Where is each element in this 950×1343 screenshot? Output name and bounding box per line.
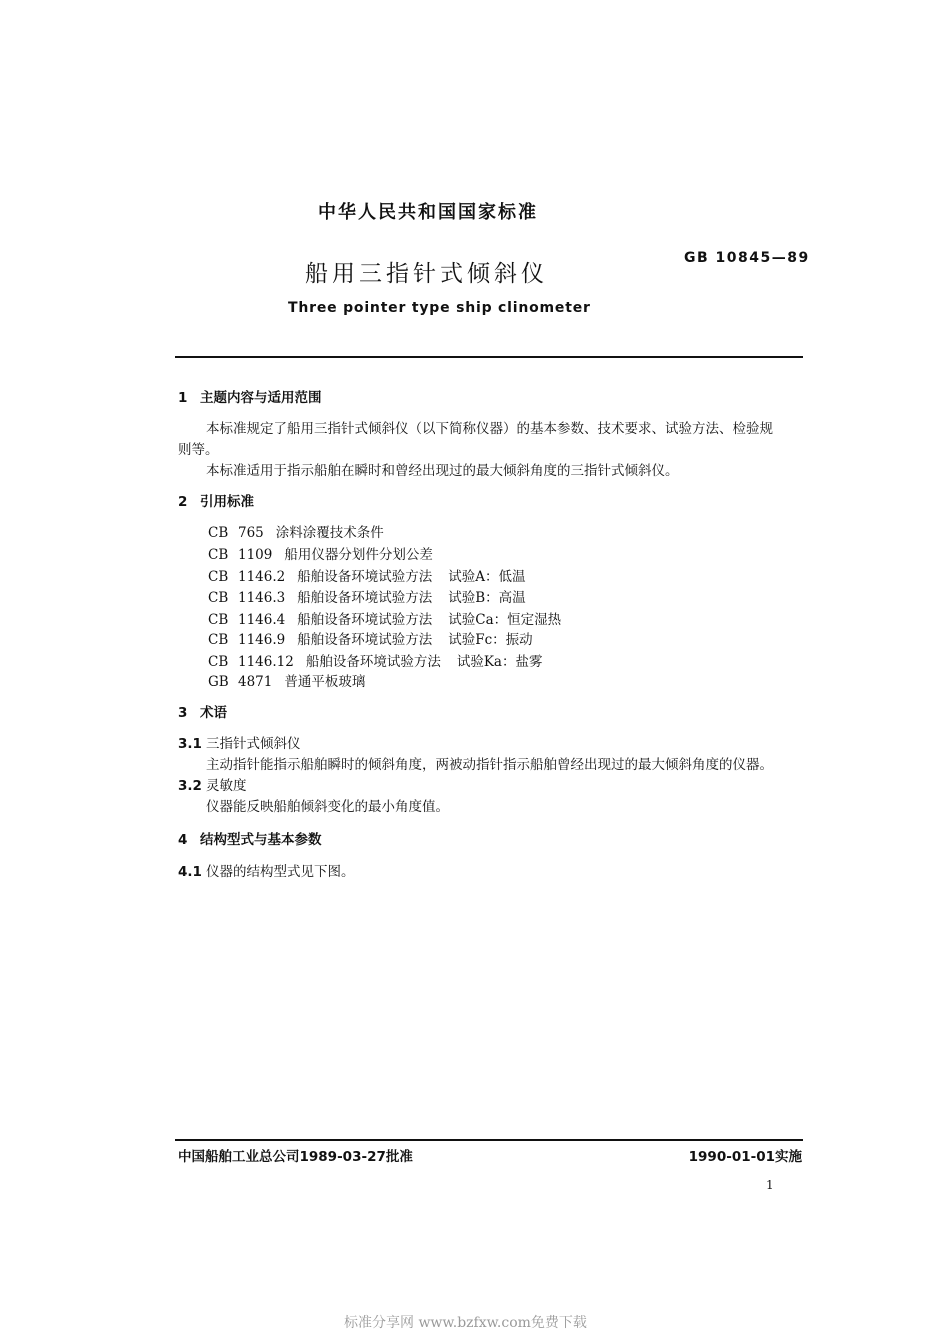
ref-title: 涂料涂覆技术条件 (275, 525, 384, 541)
page-number: 1 (766, 1178, 774, 1192)
ref-prefix: CB (208, 547, 229, 563)
section-number: 2 (178, 494, 188, 510)
ref-prefix: CB (208, 525, 229, 541)
section-title: 引用标准 (200, 494, 254, 510)
section-number: 4 (178, 832, 188, 848)
ref-title: 船用仪器分划件分划公差 (284, 547, 433, 563)
ref-test: 试验Fc：振动 (448, 632, 533, 648)
clause-text: 仪器的结构型式见下图。 (206, 864, 355, 880)
standard-title-en: Three pointer type ship clinometer (288, 300, 591, 316)
ref-title: 船舶设备环境试验方法 (305, 654, 441, 670)
ref-title: 普通平板玻璃 (284, 674, 366, 690)
ref-prefix: CB (208, 590, 229, 606)
ref-title: 船舶设备环境试验方法 (297, 612, 433, 628)
ref-code: 1146.9 (238, 632, 286, 648)
ref-prefix: CB (208, 569, 229, 585)
ref-code: 1146.12 (238, 654, 294, 670)
section-3-heading (178, 701, 227, 721)
term-3-1-definition: 主动指针能指示船舶瞬时的倾斜角度，两被动指针指示船舶曾经出现过的最大倾斜角度的仪器。 (206, 757, 773, 773)
standard-title-cn: 船用三指针式倾斜仪 (305, 261, 548, 287)
reference-item (208, 543, 433, 563)
ref-prefix: CB (208, 632, 229, 648)
approval-line: 中国船舶工业总公司1989-03-27批准 (178, 1149, 413, 1165)
ref-code: 765 (238, 525, 264, 541)
download-watermark: 标准分享网 www.bzfxw.com免费下载 (344, 1315, 587, 1331)
ref-prefix: GB (208, 674, 229, 690)
header-divider (175, 356, 803, 358)
section-1-heading (178, 386, 322, 406)
effective-date: 1990-01-01实施 (688, 1149, 802, 1165)
section-4-heading (178, 828, 322, 848)
reference-item (208, 521, 384, 541)
section-1-para1-line1: 本标准规定了船用三指针式倾斜仪（以下简称仪器）的基本参数、技术要求、试验方法、检验规 (206, 421, 773, 437)
section-2-heading (178, 490, 254, 510)
ref-title: 船舶设备环境试验方法 (297, 569, 433, 585)
ref-code: 1109 (238, 547, 273, 563)
ref-test: 试验A：低温 (448, 569, 526, 585)
section-number: 1 (178, 390, 188, 406)
ref-code: 1146.3 (238, 590, 286, 606)
issuing-authority: 中华人民共和国国家标准 (318, 202, 538, 223)
clause-number: 4.1 (178, 864, 202, 880)
ref-code: 1146.4 (238, 612, 286, 628)
footer-divider (175, 1139, 803, 1141)
ref-code: 1146.2 (238, 569, 286, 585)
ref-test: 试验Ca：恒定湿热 (448, 612, 562, 628)
reference-item (208, 608, 561, 628)
ref-test: 试验Ka：盐雾 (456, 654, 543, 670)
term-3-1 (178, 732, 301, 752)
ref-test: 试验B：高温 (448, 590, 526, 606)
clause-number: 3.1 (178, 736, 202, 752)
term-3-2-definition: 仪器能反映船舶倾斜变化的最小角度值。 (206, 799, 449, 815)
clause-4-1 (178, 860, 355, 880)
reference-item (208, 586, 526, 606)
ref-prefix: CB (208, 612, 229, 628)
ref-title: 船舶设备环境试验方法 (297, 590, 433, 606)
section-1-para1-line2: 则等。 (178, 442, 219, 458)
term-name: 三指针式倾斜仪 (206, 736, 301, 752)
reference-item (208, 628, 533, 648)
section-title: 结构型式与基本参数 (200, 832, 322, 848)
section-1-para2: 本标准适用于指示船舶在瞬时和曾经出现过的最大倾斜角度的三指针式倾斜仪。 (206, 463, 679, 479)
section-title: 主题内容与适用范围 (200, 390, 322, 406)
ref-prefix: CB (208, 654, 229, 670)
standard-code: GB 10845—89 (684, 250, 810, 266)
reference-item (208, 670, 365, 690)
ref-title: 船舶设备环境试验方法 (297, 632, 433, 648)
term-name: 灵敏度 (206, 778, 247, 794)
reference-item (208, 650, 542, 670)
section-title: 术语 (200, 705, 227, 721)
clause-number: 3.2 (178, 778, 202, 794)
reference-item (208, 565, 526, 585)
ref-code: 4871 (238, 674, 273, 690)
term-3-2 (178, 774, 247, 794)
section-number: 3 (178, 705, 188, 721)
